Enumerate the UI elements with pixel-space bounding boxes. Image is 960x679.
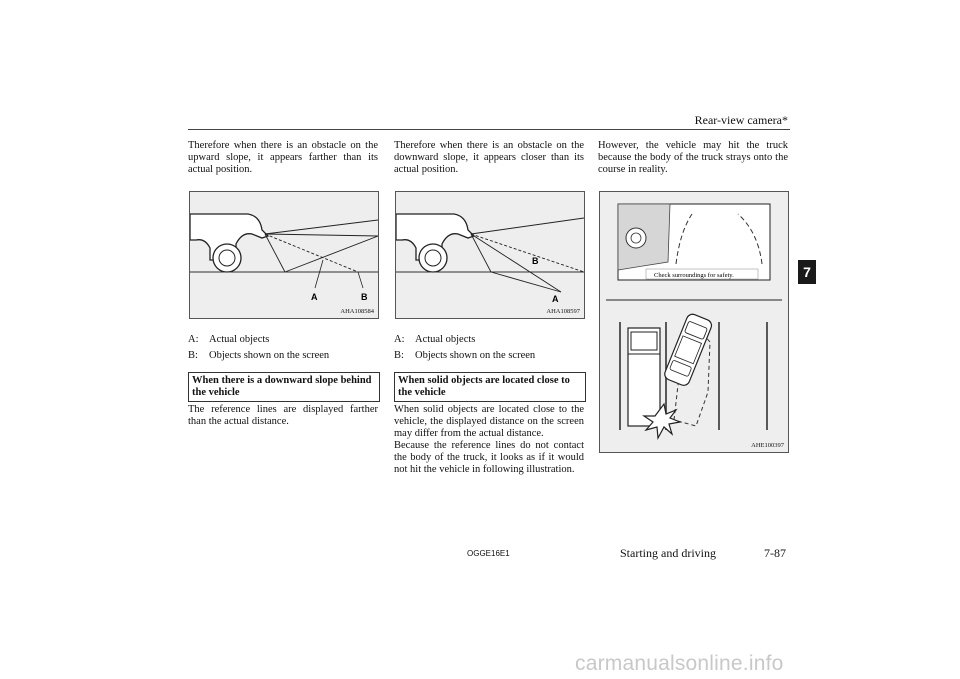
col2-body-paragraph-2: Because the reference lines do not contact the body of the truck, it looks as if it would not hit the vehicle in following illustration. (394, 440, 584, 475)
downward-slope-illustration (396, 192, 584, 318)
legend-item-b (394, 350, 584, 361)
truck-collision-illustration (600, 192, 788, 452)
apparent-position-line (265, 234, 358, 272)
col3-intro-paragraph: However, the vehicle may hit the truck because the body of the truck strays onto the course in reality. (598, 140, 788, 175)
label-b: B (532, 256, 539, 266)
upward-slope-illustration (190, 192, 378, 318)
truck-hub-in-screen (631, 233, 641, 243)
legend-key: A: (188, 334, 199, 345)
slope-surface-line (285, 236, 378, 272)
leader-a (315, 260, 323, 288)
upward-slope-line (265, 234, 378, 236)
col1-body-paragraph: The reference lines are displayed farther than the actual distance. (188, 404, 378, 427)
reversing-vehicle (663, 312, 713, 387)
downward-slope-line (471, 234, 561, 292)
figure-code: AHE100397 (751, 442, 784, 449)
col2-body-paragraph-1: When solid objects are located close to the vehicle, the displayed distance on the screen may differ from the actual distance. (394, 404, 584, 439)
header-divider (188, 129, 790, 130)
watermark[interactable]: carmanualsonline.info (575, 652, 784, 675)
view-line-lower (265, 234, 285, 272)
truck-collision-figure (599, 191, 789, 453)
upward-slope-figure (189, 191, 379, 319)
legend-text: Objects shown on the screen (415, 350, 536, 361)
leader-b (358, 272, 363, 288)
legend-key: B: (188, 350, 198, 361)
legend-text: Actual objects (415, 334, 476, 345)
legend-item-a (394, 334, 584, 345)
chapter-tab[interactable]: 7 (798, 260, 816, 284)
section-heading-downward-slope: When there is a downward slope behind the vehicle (188, 372, 380, 402)
label-b: B (361, 292, 368, 302)
legend-text: Objects shown on the screen (209, 350, 330, 361)
view-line-upper (471, 218, 584, 234)
screen-message: Check surroundings for safety. (654, 272, 734, 279)
car-hub (425, 250, 441, 266)
document-code: OGGE16E1 (467, 549, 510, 558)
downward-slope-figure (395, 191, 585, 319)
truck-cab (631, 332, 657, 350)
legend-key: B: (394, 350, 404, 361)
col1-intro-paragraph: Therefore when there is an obstacle on the upward slope, it appears farther than its actual position. (188, 140, 378, 175)
legend-item-b (188, 350, 378, 361)
figure-code: AHA108597 (546, 308, 580, 315)
slope-surface-line (491, 272, 561, 292)
page-number: 7-87 (764, 546, 786, 560)
col2-intro-paragraph: Therefore when there is an obstacle on the downward slope, it appears closer than its actual position. (394, 140, 584, 175)
legend-key: A: (394, 334, 405, 345)
legend-item-a (188, 334, 378, 345)
view-line-upper (265, 220, 378, 234)
label-a: A (552, 294, 559, 304)
legend-text: Actual objects (209, 334, 270, 345)
label-a: A (311, 292, 318, 302)
section-heading-solid-objects: When solid objects are located close to the vehicle (394, 372, 586, 402)
footer-section-title: Starting and driving (620, 546, 716, 560)
running-header-title: Rear-view camera* (694, 113, 788, 127)
figure-code: AHA108584 (340, 308, 374, 315)
car-hub (219, 250, 235, 266)
